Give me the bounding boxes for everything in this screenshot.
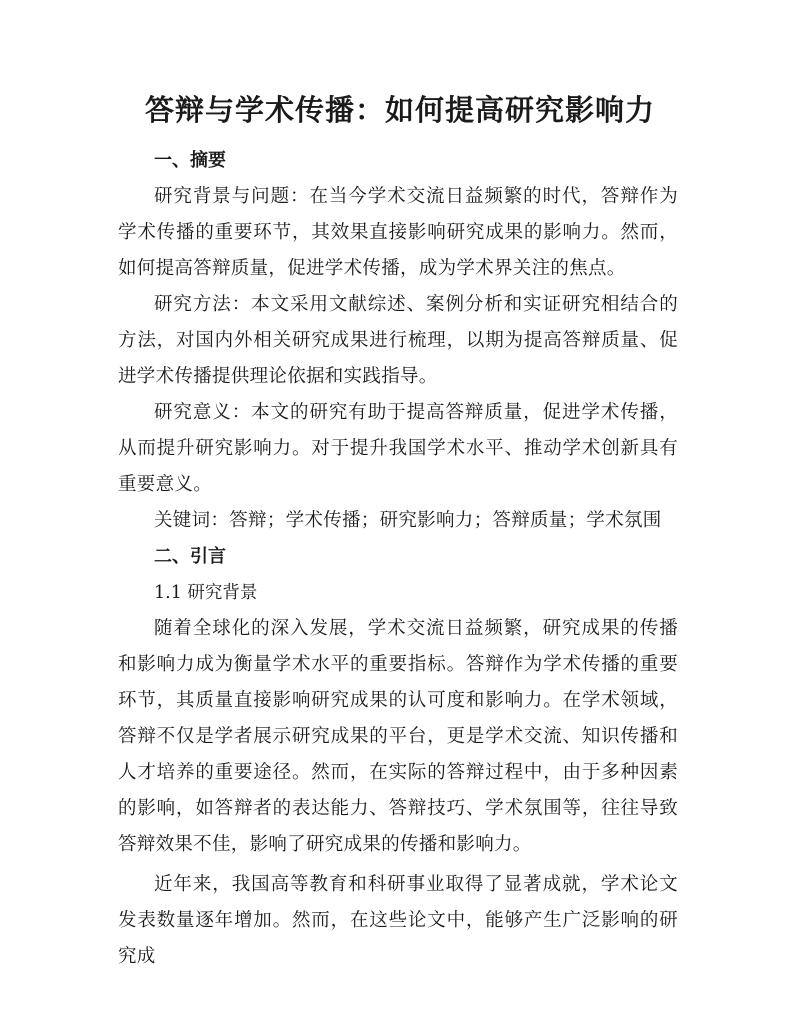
- document-title: 答辩与学术传播：如何提高研究影响力: [144, 93, 655, 127]
- subsection-heading-background: 1.1 研究背景: [154, 583, 258, 603]
- section-heading-introduction: 二、引言: [154, 546, 226, 567]
- document-body: [118, 143, 678, 975]
- abstract-paragraph-method: 研究方法：本文采用文献综述、案例分析和实证研究相结合的方法，对国内外相关研究成果进行梳理，以期为提高答辩质量、促进学术传播提供理论依据和实践指导。: [118, 294, 678, 387]
- keywords-line: 关键词：答辩；学术传播；研究影响力；答辩质量；学术氛围: [154, 510, 662, 531]
- abstract-paragraph-significance: 研究意义：本文的研究有助于提高答辩质量，促进学术传播，从而提升研究影响力。对于提升我国学术水平、推动学术创新具有重要意义。: [118, 402, 678, 495]
- section-heading-abstract: 一、摘要: [154, 150, 226, 171]
- intro-paragraph-2: 近年来，我国高等教育和科研事业取得了显著成就，学术论文发表数量逐年增加。然而，在这些论文中，能够产生广泛影响的研究成: [118, 874, 678, 967]
- intro-paragraph-1: 随着全球化的深入发展，学术交流日益频繁，研究成果的传播和影响力成为衡量学术水平的重要指标。答辩作为学术传播的重要环节，其质量直接影响研究成果的认可度和影响力。在学术领域，答辩不仅是学者展示研究成果的平台，更是学术交流、知识传播和人才培养的重要途径。然而，在实际的答辩过程中，由于多种因素的影响，如答辩者的表达能力、答辩技巧、学术氛围等，往往导致答辩效果不佳，影响了研究成果的传播和影响力。: [118, 618, 678, 855]
- abstract-paragraph-background: 研究背景与问题：在当今学术交流日益频繁的时代，答辩作为学术传播的重要环节，其效果直接影响研究成果的影响力。然而，如何提高答辩质量，促进学术传播，成为学术界关注的焦点。: [118, 186, 678, 279]
